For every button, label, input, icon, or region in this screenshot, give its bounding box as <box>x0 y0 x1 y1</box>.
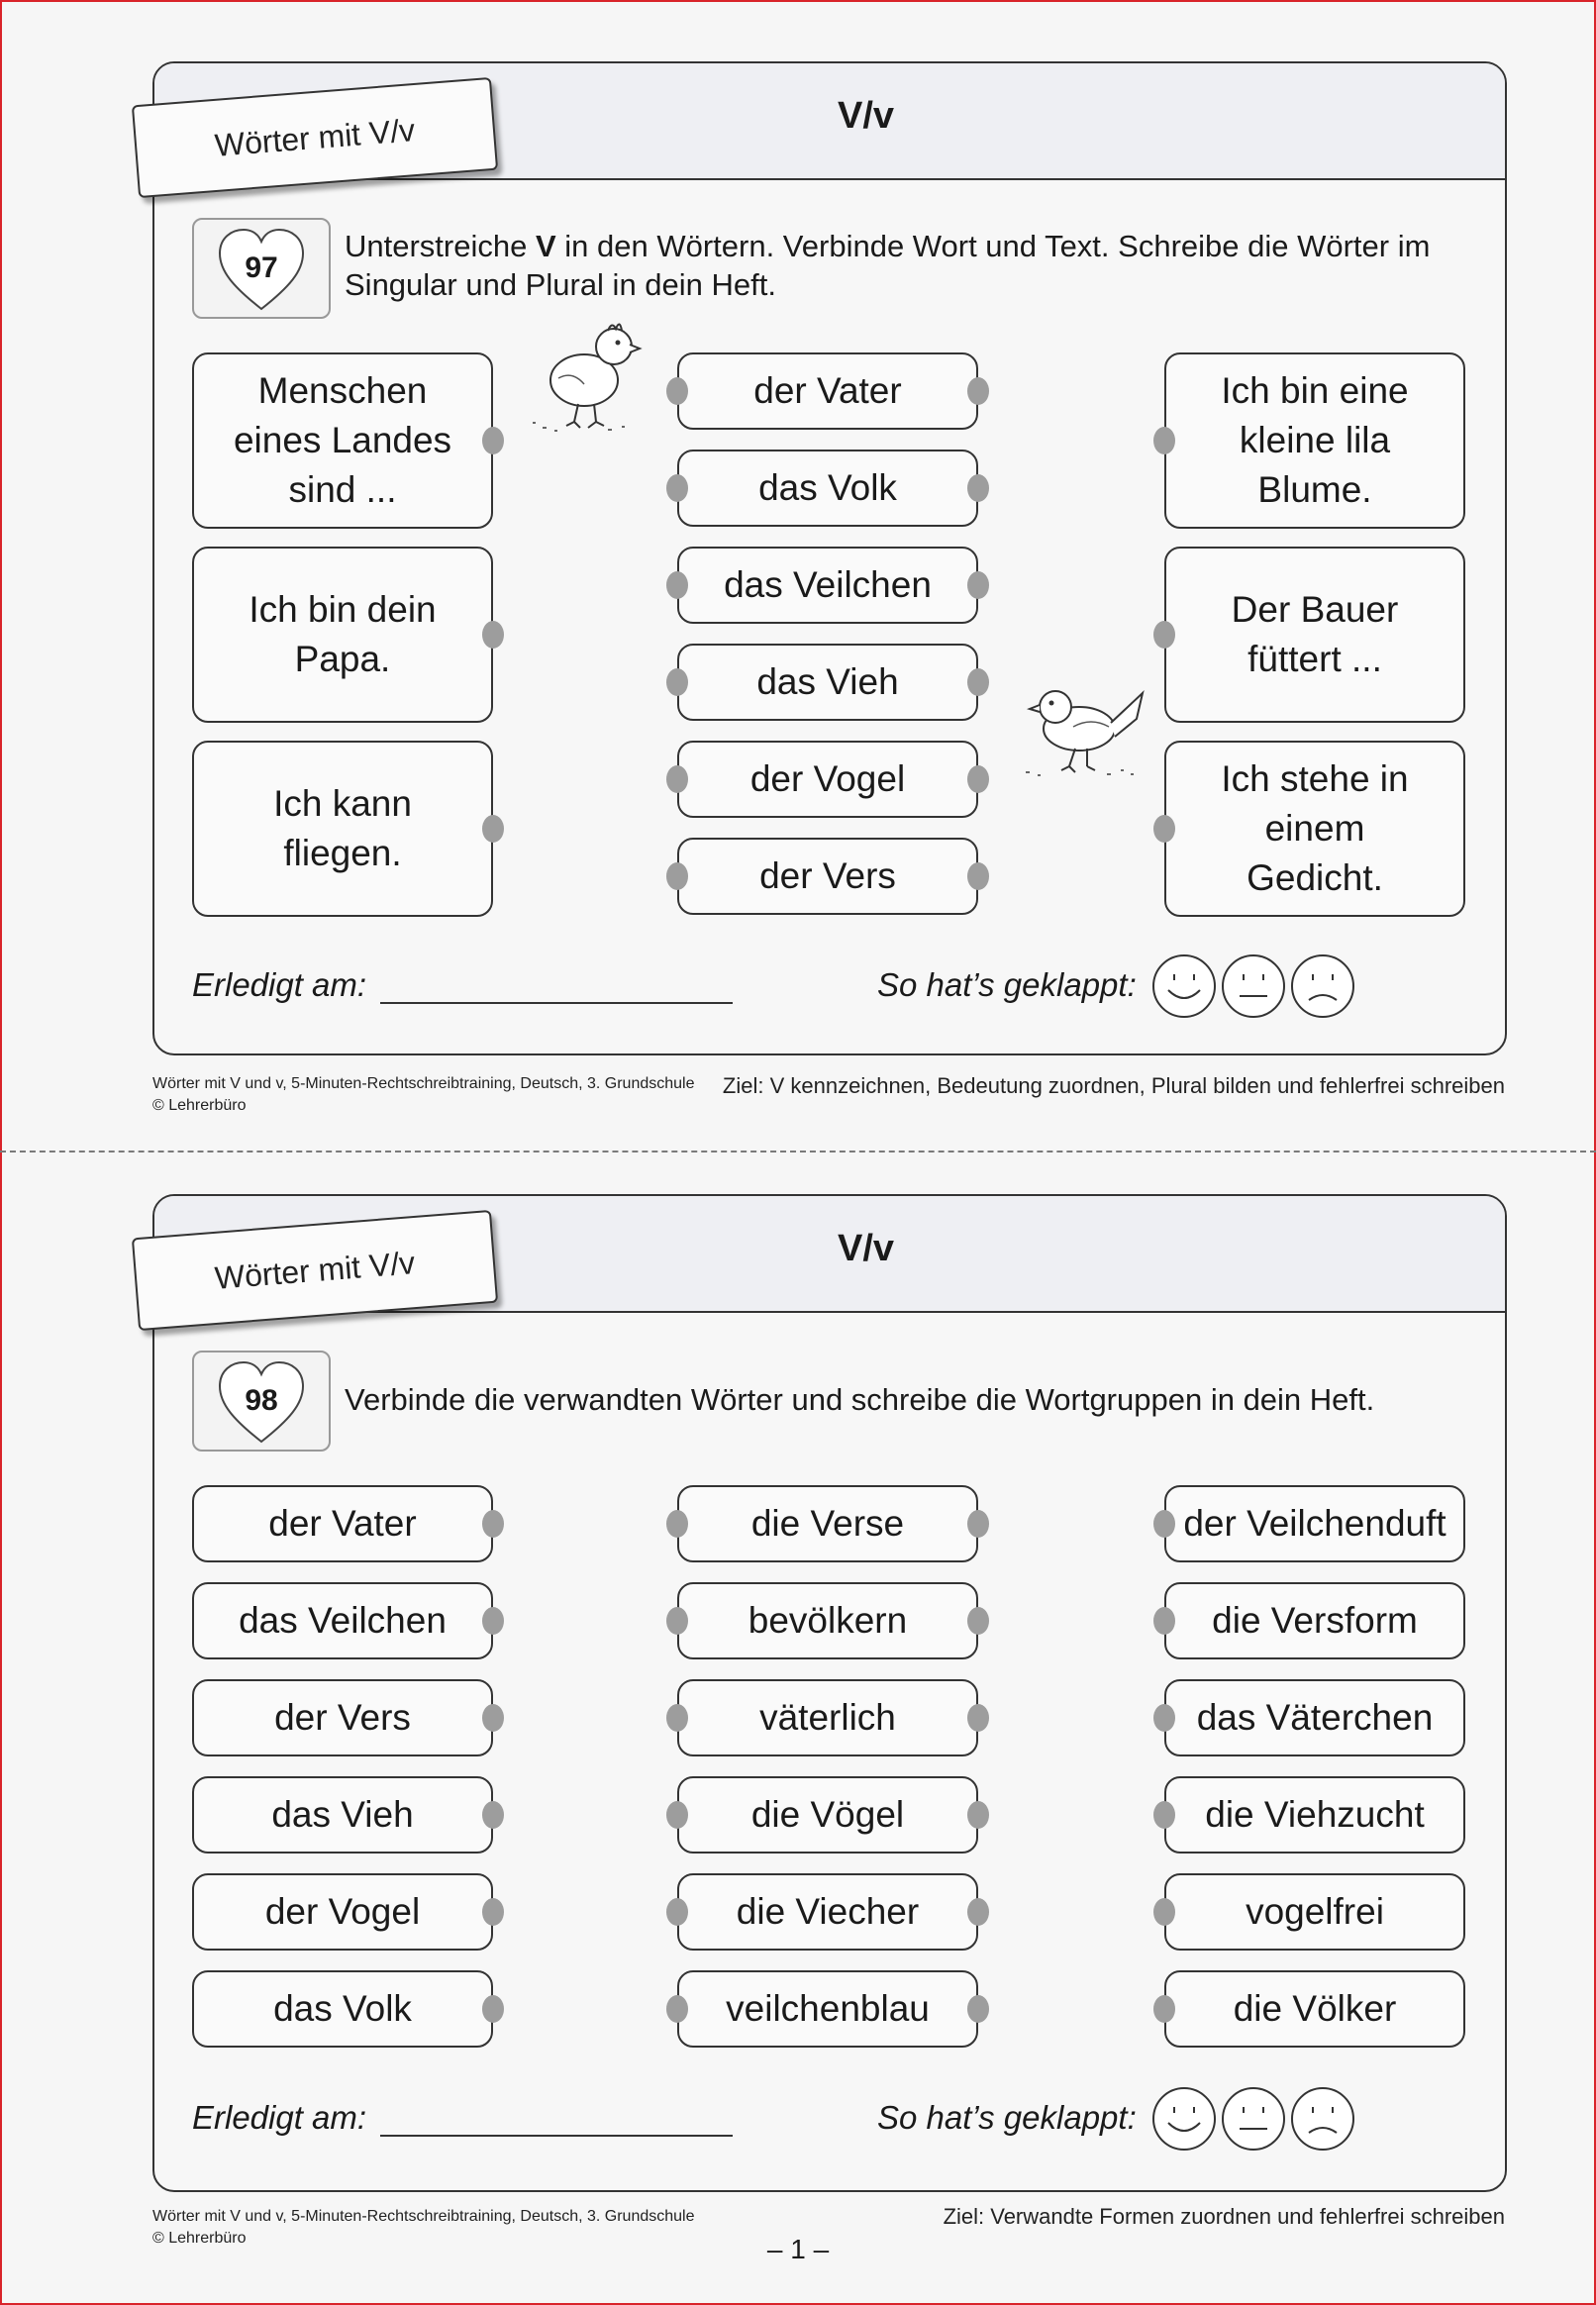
connector-dot[interactable] <box>666 668 688 696</box>
connector-dot[interactable] <box>482 621 504 649</box>
task-number: 98 <box>245 1384 278 1417</box>
footer-copyright: © Lehrerbüro <box>152 2230 247 2247</box>
match-text: Menschen eines Landes sind ... <box>233 370 452 510</box>
word-text: die Versform <box>1212 1600 1418 1641</box>
connector-dot[interactable] <box>482 1607 504 1635</box>
word-box[interactable] <box>1164 1970 1465 2048</box>
connector-dot[interactable] <box>666 377 688 405</box>
footer-copyright: © Lehrerbüro <box>152 1097 247 1114</box>
date-input-line[interactable] <box>380 2135 733 2137</box>
connector-dot[interactable] <box>1153 1801 1175 1829</box>
connector-dot[interactable] <box>967 1704 989 1732</box>
word-text: der Vogel <box>749 758 906 799</box>
word-text: die Viehzucht <box>1205 1794 1425 1835</box>
match-text-box[interactable] <box>1164 547 1465 723</box>
connector-dot[interactable] <box>666 765 688 793</box>
match-text: Der Bauer füttert ... <box>1231 589 1399 679</box>
topic-tag: Wörter mit V/v <box>132 77 498 198</box>
word-box[interactable] <box>677 547 978 624</box>
word-box[interactable] <box>677 1582 978 1659</box>
cut-line <box>0 1151 1596 1152</box>
happy-face-icon[interactable] <box>1150 952 1218 1020</box>
connector-dot[interactable] <box>967 1607 989 1635</box>
word-box[interactable] <box>192 1582 493 1659</box>
connector-dot[interactable] <box>967 862 989 890</box>
connector-dot[interactable] <box>666 1510 688 1538</box>
word-box[interactable] <box>677 644 978 721</box>
connector-dot[interactable] <box>666 862 688 890</box>
match-text-box[interactable] <box>192 547 493 723</box>
word-text: die Völker <box>1233 1988 1397 2029</box>
word-text: vogelfrei <box>1246 1891 1384 1932</box>
word-box[interactable] <box>192 1679 493 1756</box>
bird-icon <box>1016 657 1154 786</box>
connector-dot[interactable] <box>482 1995 504 2023</box>
match-text: Ich bin eine kleine lila Blume. <box>1221 370 1409 510</box>
neutral-face-icon[interactable] <box>1220 2085 1287 2153</box>
connector-dot[interactable] <box>1153 427 1175 454</box>
word-box[interactable] <box>192 1873 493 1951</box>
connector-dot[interactable] <box>967 1898 989 1926</box>
match-text-box[interactable] <box>192 352 493 529</box>
connector-dot[interactable] <box>1153 1704 1175 1732</box>
footer-goal: Ziel: Verwandte Formen zuordnen und fehlerfrei schreiben <box>943 2204 1505 2229</box>
task-instruction: Verbinde die verwandten Wörter und schreibe die Wortgruppen in dein Heft. <box>345 1382 1375 1417</box>
task-number-box <box>192 218 331 319</box>
footer-source-line: Wörter mit V und v, 5-Minuten-Rechtschreibtraining, Deutsch, 3. Grundschule <box>152 1075 695 1092</box>
connector-dot[interactable] <box>1153 621 1175 649</box>
word-text: die Vögel <box>750 1794 905 1835</box>
word-text: die Viecher <box>736 1891 920 1932</box>
match-text-box[interactable] <box>1164 352 1465 529</box>
footer-goal: Ziel: V kennzeichnen, Bedeutung zuordnen, Plural bilden und fehlerfrei schreiben <box>722 1073 1505 1098</box>
word-box[interactable] <box>677 1776 978 1854</box>
word-box[interactable] <box>192 1970 493 2048</box>
done-label: Erledigt am: <box>192 966 367 1003</box>
connector-dot[interactable] <box>482 427 504 454</box>
word-box[interactable] <box>677 1679 978 1756</box>
connector-dot[interactable] <box>1153 1995 1175 2023</box>
rating-label: So hat’s geklappt: <box>877 2099 1137 2136</box>
page-number: – 1 – <box>766 2234 830 2264</box>
connector-dot[interactable] <box>482 1704 504 1732</box>
connector-dot[interactable] <box>967 571 989 599</box>
word-box[interactable] <box>1164 1485 1465 1562</box>
worksheet-card-97 <box>152 61 1507 1055</box>
connector-dot[interactable] <box>967 377 989 405</box>
connector-dot[interactable] <box>482 1898 504 1926</box>
instruction-bold-letter: V <box>535 229 556 263</box>
word-box[interactable] <box>1164 1582 1465 1659</box>
word-text: das Vieh <box>756 661 899 702</box>
connector-dot[interactable] <box>482 815 504 843</box>
connector-dot[interactable] <box>967 1801 989 1829</box>
connector-dot[interactable] <box>1153 1510 1175 1538</box>
word-box[interactable] <box>677 838 978 915</box>
word-box[interactable] <box>192 1776 493 1854</box>
happy-face-icon[interactable] <box>1150 2085 1218 2153</box>
instruction-text: in den Wörtern. Verbinde Wort und Text. Schreibe die Wörter im Singular und Plural in dein Heft. <box>345 229 1431 302</box>
instruction-text: Unterstreiche <box>345 229 536 263</box>
footer-source-line: Wörter mit V und v, 5-Minuten-Rechtschreibtraining, Deutsch, 3. Grundschule <box>152 2208 695 2225</box>
word-text: der Vater <box>753 370 902 411</box>
match-text: Ich stehe in einem Gedicht. <box>1221 758 1409 898</box>
sad-face-icon[interactable] <box>1289 952 1356 1020</box>
word-text: das Väterchen <box>1196 1697 1434 1738</box>
task-number-box <box>192 1351 331 1452</box>
word-text: das Vieh <box>271 1794 414 1835</box>
connector-dot[interactable] <box>666 474 688 502</box>
word-box[interactable] <box>1164 1679 1465 1756</box>
word-box[interactable] <box>677 1970 978 2048</box>
word-box[interactable] <box>677 1873 978 1951</box>
connector-dot[interactable] <box>967 1995 989 2023</box>
word-text: der Vers <box>759 855 896 896</box>
sad-face-icon[interactable] <box>1289 2085 1356 2153</box>
word-box[interactable] <box>1164 1776 1465 1854</box>
connector-dot[interactable] <box>666 571 688 599</box>
word-text: der Vogel <box>264 1891 421 1932</box>
word-box[interactable] <box>1164 1873 1465 1951</box>
word-text: der Vers <box>274 1697 411 1738</box>
match-text: Ich kann fliegen. <box>273 783 412 873</box>
footer-source <box>152 1073 695 1117</box>
word-box[interactable] <box>677 450 978 527</box>
card-title: V/v <box>838 1228 895 1269</box>
word-box[interactable] <box>677 352 978 430</box>
connector-dot[interactable] <box>1153 1607 1175 1635</box>
connector-dot[interactable] <box>967 765 989 793</box>
match-text: Ich bin dein Papa. <box>249 589 437 679</box>
task-instruction <box>345 227 1463 304</box>
word-text: das Volk <box>273 1988 412 2029</box>
connector-dot[interactable] <box>967 668 989 696</box>
word-text: der Veilchenduft <box>1183 1503 1446 1544</box>
chick-icon <box>523 311 651 440</box>
date-input-line[interactable] <box>380 1002 733 1004</box>
connector-dot[interactable] <box>482 1510 504 1538</box>
match-text-box[interactable] <box>1164 741 1465 917</box>
word-box[interactable] <box>677 741 978 818</box>
connector-dot[interactable] <box>666 1801 688 1829</box>
connector-dot[interactable] <box>666 1995 688 2023</box>
connector-dot[interactable] <box>1153 1898 1175 1926</box>
connector-dot[interactable] <box>666 1607 688 1635</box>
word-text: der Vater <box>268 1503 417 1544</box>
connector-dot[interactable] <box>666 1704 688 1732</box>
rating-label: So hat’s geklappt: <box>877 966 1137 1003</box>
match-text-box[interactable] <box>192 741 493 917</box>
connector-dot[interactable] <box>482 1801 504 1829</box>
topic-tag: Wörter mit V/v <box>132 1210 498 1331</box>
card-title: V/v <box>838 95 895 137</box>
word-text: die Verse <box>750 1503 905 1544</box>
word-text: das Veilchen <box>239 1600 447 1641</box>
neutral-face-icon[interactable] <box>1220 952 1287 1020</box>
done-label: Erledigt am: <box>192 2099 367 2136</box>
worksheet-card-98 <box>152 1194 1507 2192</box>
connector-dot[interactable] <box>1153 815 1175 843</box>
word-text: bevölkern <box>748 1600 908 1641</box>
task-number: 97 <box>245 251 278 284</box>
word-text: das Volk <box>758 467 897 508</box>
word-text: väterlich <box>759 1697 896 1738</box>
connector-dot[interactable] <box>666 1898 688 1926</box>
word-text: das Veilchen <box>724 564 932 605</box>
connector-dot[interactable] <box>967 474 989 502</box>
word-box[interactable] <box>192 1485 493 1562</box>
connector-dot[interactable] <box>967 1510 989 1538</box>
word-text: veilchenblau <box>726 1988 930 2029</box>
word-box[interactable] <box>677 1485 978 1562</box>
